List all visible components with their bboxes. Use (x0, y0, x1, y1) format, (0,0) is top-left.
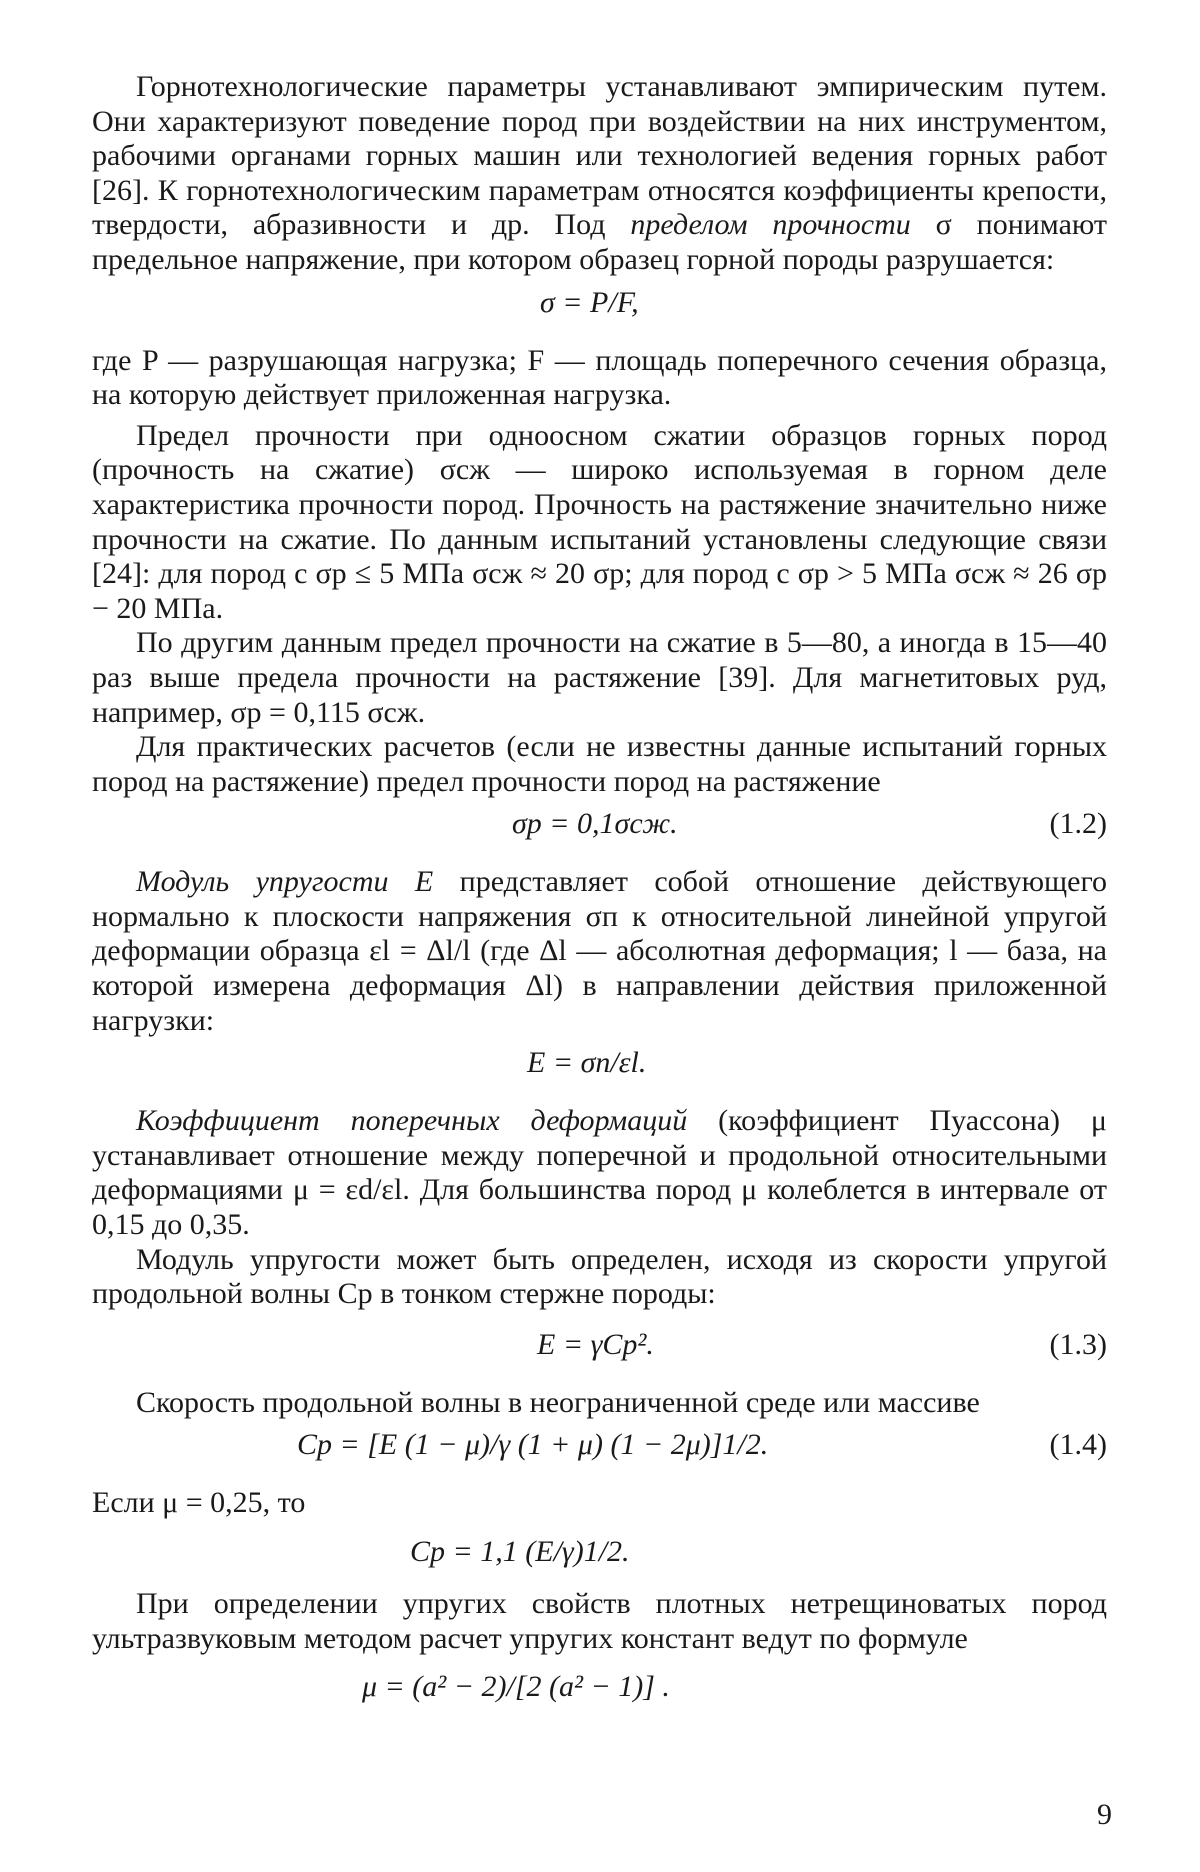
formula-sigma: σ = P/F, (540, 285, 639, 319)
term-strength-limit: пределом прочности (630, 208, 911, 242)
formula-poisson: μ = (a² − 2)/[2 (a² − 1)] . (362, 1670, 670, 1704)
paragraph-8: Модуль упругости может быть определен, исходя из скорости упругой продольной волны Cр в тонком стержне породы: (92, 1242, 1107, 1311)
paragraph-1: Горнотехнологические параметры устанавливают эмпирическим путем. Они характеризуют поведение пород при воздействии на них инструментом, рабочими органами горных машин или технологией ведения горных работ [26]. К горнотехнологическим параметрам относятся коэффициенты крепости, твердости, абразивности и др. Под пределом прочности σ понимают предельное напряжение, при котором образец горной породы разрушается: (92, 70, 1108, 276)
text-column (92, 70, 1107, 1722)
paragraph-2: где P — разрушающая нагрузка; F — площадь поперечного сечения образца, на которую действует приложенная нагрузка. (92, 343, 1107, 412)
paragraph-11: При определении упругих свойств плотных нетрещиноватых пород ультразвуковым методом расчет упругих констант ведут по формуле (92, 1587, 1107, 1655)
equation-number: (1.3) (1049, 1327, 1107, 1361)
formula-1-2: σр = 0,1σсж. (1.2) (512, 807, 1107, 841)
equation-number: (1.4) (1049, 1428, 1107, 1462)
formula-1-3: E = γCр². (1.3) (537, 1327, 1107, 1361)
paragraph-5: Для практических расчетов (если не известны данные испытаний горных пород на растяжение) предел прочности пород на растяжение (92, 730, 1107, 798)
paragraph-7: Коэффициент поперечных деформаций (коэффициент Пуассона) μ устанавливает отношение между поперечной и продольной относительными деформациями μ = εd/εl. Для большинства пород μ колеблется в интервале от 0,15 до 0,35. (92, 1104, 1108, 1242)
equation-number: (1.2) (1049, 807, 1107, 841)
formula-elastic-modulus: E = σп/εl. (527, 1046, 647, 1080)
formula-wave-velocity: Cр = 1,1 (E/γ)1/2. (410, 1535, 630, 1568)
term-poisson: Коэффициент поперечных деформаций (136, 1104, 688, 1138)
formula-1-4: Cр = [E (1 − μ)/γ (1 + μ) (1 − 2μ)]1/2. (1.4) (297, 1428, 1107, 1462)
page-number: 9 (1097, 1798, 1112, 1831)
paragraph-3: Предел прочности при одноосном сжатии образцов горных пород (прочность на сжатие) σсж — широко используемая в горном деле характеристика прочности пород. Прочность на растяжение значительно ниже прочности на сжатие. По данным испытаний установлены следующие связи [24]: для пород с σр ≤ 5 МПа σсж ≈ 20 σр; для пород с σр > 5 МПа σсж ≈ 26 σр − 20 МПа. (92, 418, 1107, 625)
term-elastic-modulus: Модуль упругости E (136, 865, 434, 899)
paragraph-4: По другим данным предел прочности на сжатие в 5—80, а иногда в 15—40 раз выше предела прочности на растяжение [39]. Для магнетитовых руд, например, σр = 0,115 σсж. (92, 626, 1107, 729)
paragraph-6: Модуль упругости E представляет собой отношение действующего нормально к плоскости напряжения σп к относительной линейной упругой деформации образца εl = Δl/l (где Δl — абсолютная деформация; l — база, на которой измерена деформация Δl) в направлении действия приложенной нагрузки: (92, 865, 1107, 1037)
paragraph-9: Скорость продольной волны в неограниченной среде или массиве (136, 1385, 980, 1419)
paragraph-10: Если μ = 0,25, то (92, 1486, 306, 1520)
